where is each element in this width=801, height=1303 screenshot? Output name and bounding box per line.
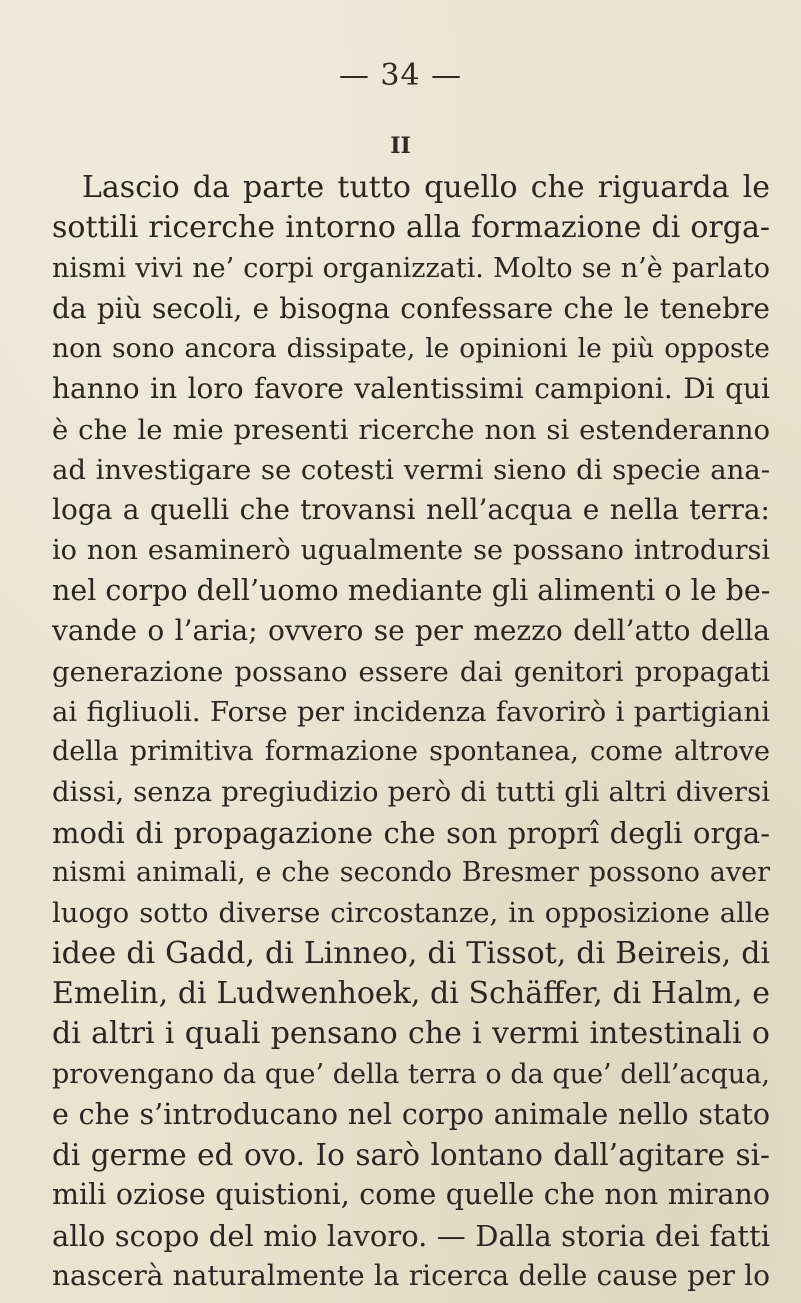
text-line: ai figliuoli. Forse per incidenza favorirò i partigiani [52,695,770,728]
text-line: dissi, senza pregiudizio però di tutti gli altri diversi [52,776,770,809]
text-line: sottili ricerche intorno alla formazione di orga- [52,210,770,246]
text-line: provengano da que’ della terra o da que’ dell’acqua, [52,1058,770,1090]
text-line: ad investigare se cotesti vermi sieno di specie ana- [52,454,770,487]
text-line: e che s’introducano nel corpo animale nello stato [52,1097,770,1131]
text-line: generazione possano essere dai genitori propagati [52,655,770,688]
page-number: — 34 — [338,58,463,93]
text-line: Emelin, di Ludwenhoek, di Schäffer, di Halm, e [52,975,770,1011]
text-line: hanno in loro favore valentissimi campioni. Di qui [52,372,770,406]
text-line: da più secoli, e bisogna confessare che le tenebre [52,291,770,325]
text-line: di altri i quali pensano che i vermi intestinali o [52,1016,770,1052]
text-line: loga a quelli che trovansi nell’acqua e nella terra: [52,493,770,527]
text-line: luogo sotto diverse circostanze, in opposizione alle [52,897,770,930]
text-line: di germe ed ovo. Io sarò lontano dall’agitare si- [52,1138,770,1173]
text-line: modi di propagazione che son proprî degli orga- [52,815,770,850]
text-line: della primitiva formazione spontanea, come altrove [52,736,770,768]
text-line: non sono ancora dissipate, le opinioni le più opposte [52,333,770,365]
text-line: io non esaminerò ugualmente se possano introdursi [52,534,770,566]
text-line: idee di Gadd, di Linneo, di Tissot, di Beireis, di [52,935,770,971]
text-line: nascerà naturalmente la ricerca delle cause per lo [52,1259,770,1293]
text-line: nismi animali, e che secondo Bresmer possono aver [52,857,770,889]
text-line: nel corpo dell’uomo mediante gli alimenti o le be- [52,573,771,607]
body-text [52,168,770,1296]
text-line: vande o l’aria; ovvero se per mezzo dell’atto della [52,614,770,648]
section-heading: II [390,133,411,159]
text-line: Lascio da parte tutto quello che riguarda le [82,170,770,205]
text-line: allo scopo del mio lavoro. — Dalla storia dei fatti [52,1218,770,1253]
text-line: è che le mie presenti ricerche non si estenderanno [52,413,770,446]
text-line: mili oziose quistioni, come quelle che non mirano [52,1178,770,1212]
text-line: nismi vivi ne’ corpi organizzati. Molto se n’è parlato [52,252,770,284]
